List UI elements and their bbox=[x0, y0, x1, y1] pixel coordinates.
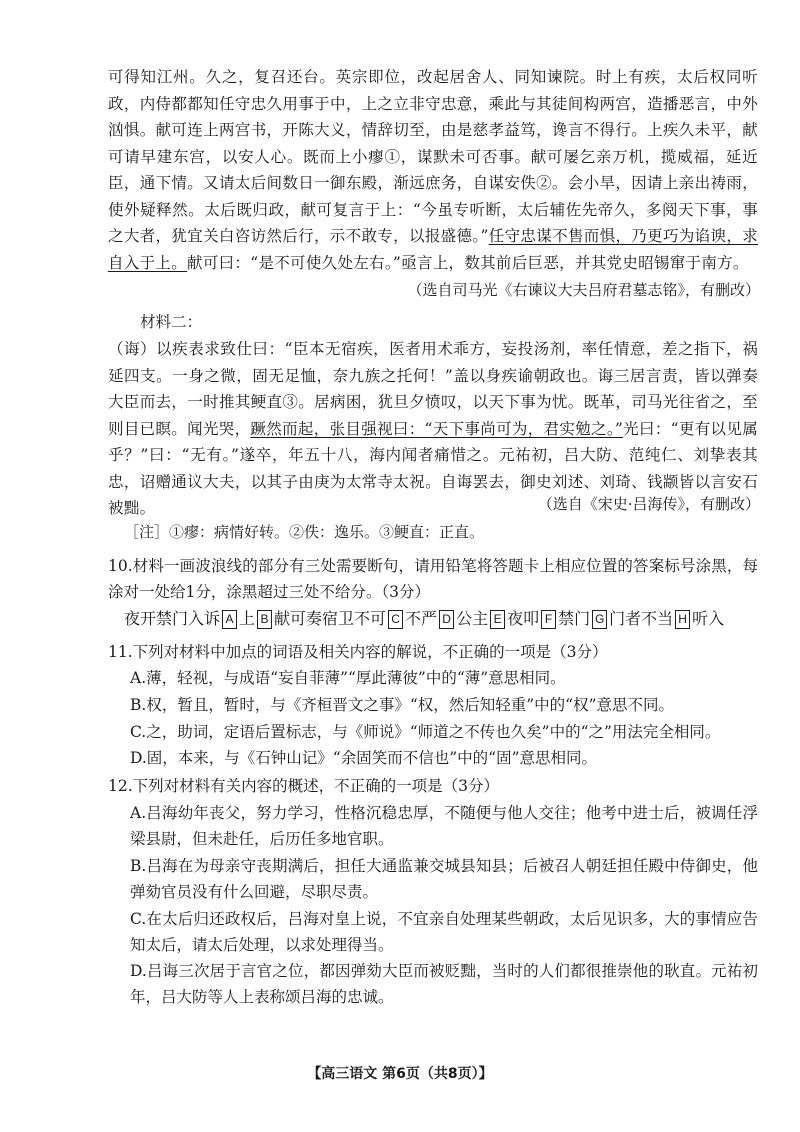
material2-text-a: （诲）以疾表求致仕曰：“臣本无宿疾，医者用术乖方，妄投汤剂，率任情意，差之指下，祸延四支。一身之微，固无足恤，奈九族之托何！”盖以身疾谕朝政也。诲三居言责，皆以弹奏大臣而去，一时推其鲠直③。居病困，犹旦夕愤叹，以天下事为忧。既革，司马光往省之，至则目已瞑。闻光哭， bbox=[108, 340, 758, 438]
answer-box-g[interactable]: G bbox=[592, 610, 607, 629]
question-11-option-b: B.权，暂且，暂时，与《齐桓晋文之事》“权，然后知轻重”中的“权”意思不同。 bbox=[130, 696, 675, 714]
material2-label: 材料二： bbox=[140, 313, 203, 331]
segment: 上 bbox=[239, 609, 256, 628]
segment: 公主 bbox=[456, 609, 489, 628]
question-11-option-c: C.之，助词，定语后置标志，与《师说》“师道之不传也久矣”中的“之”用法完全相同。 bbox=[130, 723, 721, 741]
segment: 听入 bbox=[692, 609, 725, 628]
answer-box-f[interactable]: F bbox=[541, 610, 556, 629]
material1-underlined: 任守忠谋不售而惧，乃更巧为谄谀，求自入于上。 bbox=[108, 227, 758, 272]
annotation-note: ［注］①瘳：病情好转。②佚：逸乐。③鲠直：正直。 bbox=[124, 523, 485, 541]
segment: 禁门 bbox=[558, 609, 591, 628]
segment: 门者不当 bbox=[609, 609, 674, 628]
answer-box-h[interactable]: H bbox=[675, 610, 690, 629]
source-citation-1: （选自司马光《右谏议大夫吕府君墓志铭》，有删改） bbox=[407, 281, 760, 299]
answer-box-d[interactable]: D bbox=[439, 610, 454, 629]
answer-box-e[interactable]: E bbox=[490, 610, 505, 629]
question-12-stem: 12.下列对材料有关内容的概述，不正确的一项是（3分） bbox=[108, 777, 500, 795]
answer-box-c[interactable]: C bbox=[388, 610, 403, 629]
question-12-option-a: A.吕海幼年丧父，努力学习，性格沉稳忠厚，不随便与他人交往；他考中进士后，被调任浮梁县尉，但未赴任，后历任多地官职。 bbox=[130, 804, 758, 848]
question-11-option-d: D.固，本来，与《石钟山记》“余固笑而不信也”中的“固”意思相同。 bbox=[130, 749, 598, 767]
question-11-stem: 11.下列对材料中加点的词语及相关内容的解说，不正确的一项是（3分） bbox=[108, 643, 608, 661]
question-12-option-d: D.吕诲三次居于言官之位，都因弹劾大臣而被贬黜，当时的人们都很推崇他的耿直。元祐初年，吕大防等人上表称颂吕海的忠诚。 bbox=[130, 962, 758, 1006]
question-12-option-c: C.在太后归还政权后，吕海对皇上说，不宜亲自处理某些朝政，太后见识多，大的事情应告知太后，请太后处理，以求处理得当。 bbox=[130, 910, 758, 954]
material2-text-b: 光曰：“更有以见属乎？”曰：“无有。”遂卒，年五十八，海内闻者痛惜之。元祐初，吕大防、范纯仁、刘挚表其忠，诏赠通议大夫，以其子由庚为太常寺太祝。自诲罢去，御史刘述、刘琦、钱颛皆以言安石被黜。 bbox=[108, 419, 759, 517]
segment: 献可奏宿卫不可 bbox=[274, 609, 387, 628]
material2-underlined: 蹶然而起，张目强视曰：“天下事尚可为，君实勉之。” bbox=[250, 419, 624, 438]
source-citation-2: （选自《宋史·吕海传》，有删改） bbox=[537, 495, 760, 513]
question-10-stem: 10.材料一画波浪线的部分有三处需要断句，请用铅笔将答题卡上相应位置的答案标号涂黑，每涂对一处给1分，涂黑超过三处不给分。（3分） bbox=[108, 557, 758, 601]
question-10-sentence bbox=[124, 606, 724, 632]
segment: 夜开禁门入诉 bbox=[124, 609, 221, 628]
material1-text-a: 可得知江州。久之，复召还台。英宗即位，改起居舍人、同知谏院。时上有疾，太后权同听政，内侍都都知任守忠久用事于中，上之立非守忠意，乘此与其徒间构两宫，造播恶言，中外汹惧。献可连上两宫书，开陈大义，情辞切至，由是慈孝益笃，谗言不得行。上疾久未平，献可请早建东宫，以安人心。既而上小瘳①，谋默未可否事。献可屡乞亲万机，揽威福，延近臣，通下情。又请太后间数日一御东殿，渐远庶务，自谋安佚②。会小旱，因请上亲出祷雨，使外疑释然。太后既归政，献可复言于上：“今虽专听断，太后辅佐先帝久，多阅天下事，事之大者，犹宜关白咨访然后行，示不敢专，以报盛德。” bbox=[108, 68, 758, 245]
question-12-option-b: B.吕海在为母亲守丧期满后，担任大通监兼交城县知县；后被召人朝廷担任殿中侍御史，他弹劾官员没有什么回避，尽职尽责。 bbox=[130, 857, 758, 901]
answer-box-a[interactable]: A bbox=[222, 610, 237, 629]
segment: 夜叩 bbox=[507, 609, 540, 628]
page-footer: 【高三语文 第6页（共8页）】 bbox=[307, 1066, 493, 1082]
question-11-option-a: A.薄，轻视，与成语“妄自菲薄”“厚此薄彼”中的“薄”意思相同。 bbox=[130, 669, 566, 687]
segment: 不严 bbox=[405, 609, 438, 628]
material1-passage bbox=[108, 64, 758, 276]
answer-box-b[interactable]: B bbox=[257, 610, 272, 629]
material1-text-b: 献可曰：“是不可使久处左右。”亟言上，数其前后巨恶，并其党史昭锡窜于南方。 bbox=[187, 253, 749, 272]
